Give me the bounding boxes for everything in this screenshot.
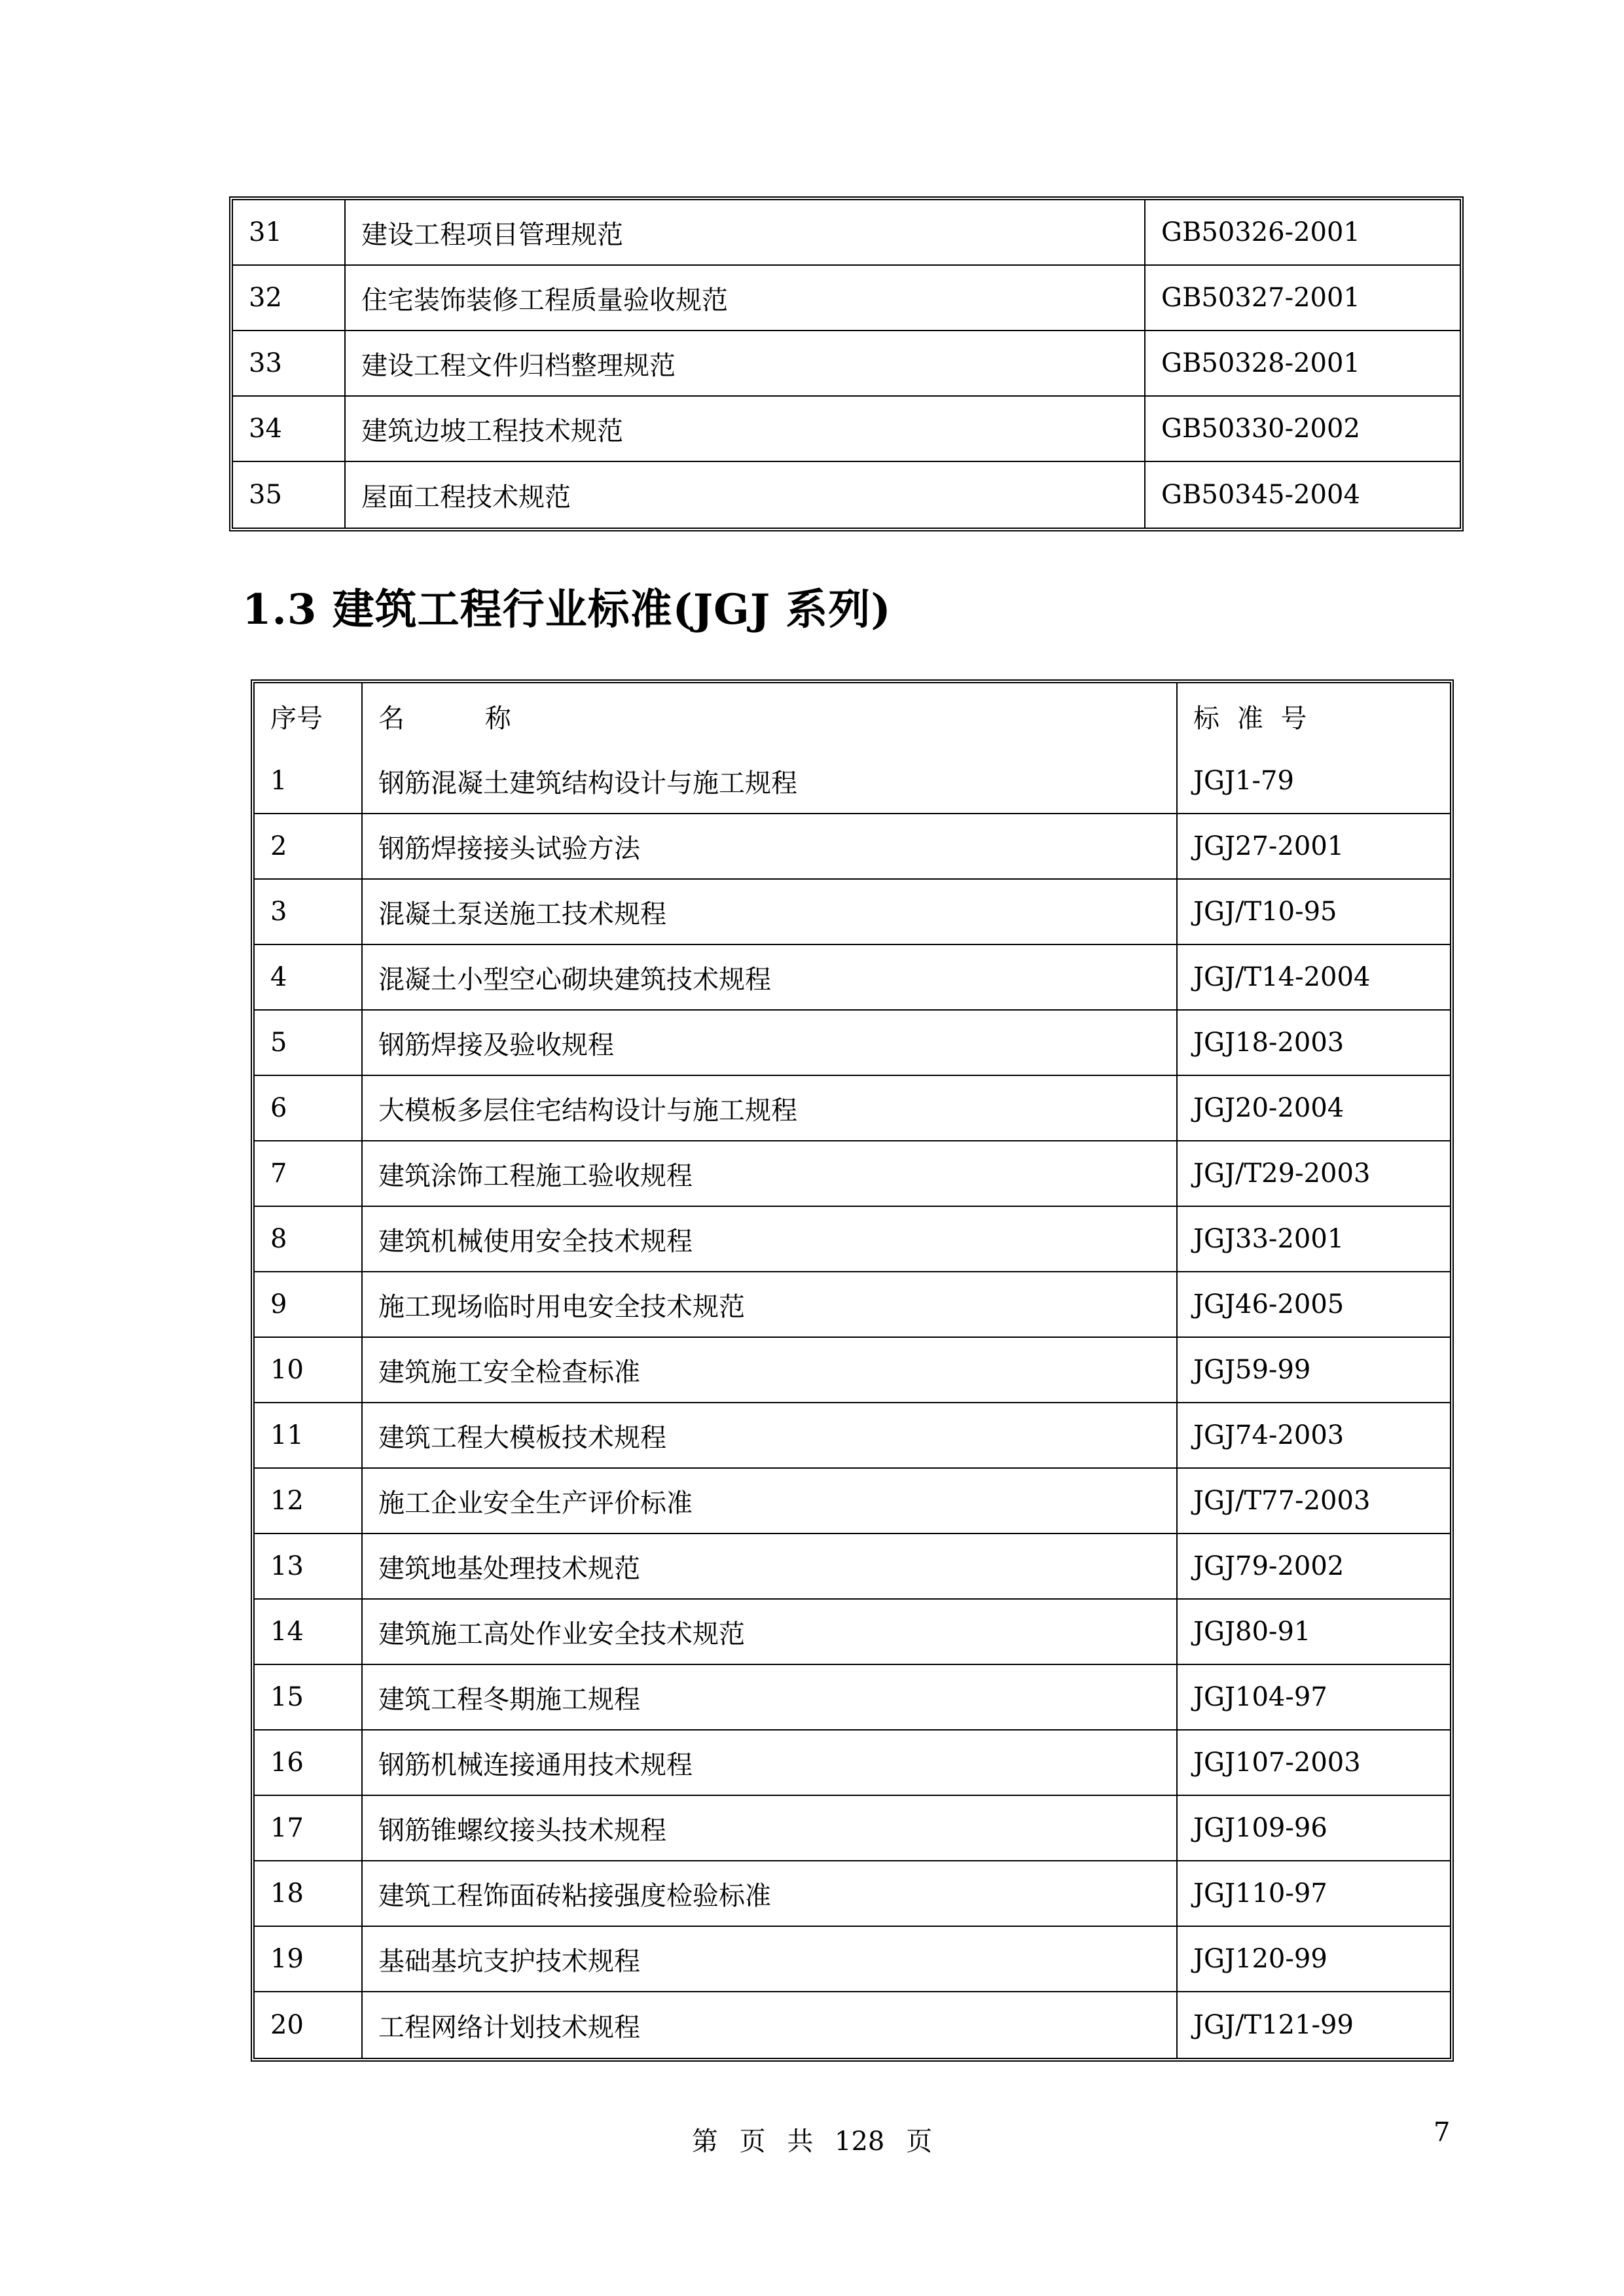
cell-no: 10 — [255, 1338, 363, 1403]
table-row — [233, 462, 1460, 528]
header-no: 序号 — [255, 683, 363, 749]
cell-name: 混凝土小型空心砌块建筑技术规程 — [363, 945, 1178, 1011]
cell-name: 住宅装饰装修工程质量验收规范 — [346, 266, 1146, 331]
table-row — [255, 1011, 1450, 1076]
cell-name: 建筑施工高处作业安全技术规范 — [363, 1600, 1178, 1665]
cell-name: 大模板多层住宅结构设计与施工规程 — [363, 1076, 1178, 1141]
cell-code: JGJ120-99 — [1178, 1927, 1450, 1992]
cell-code: GB50327-2001 — [1146, 266, 1460, 331]
table-row — [255, 1469, 1450, 1534]
table-row — [255, 1796, 1450, 1861]
cell-name: 建筑涂饰工程施工验收规程 — [363, 1141, 1178, 1207]
table-row — [255, 1338, 1450, 1403]
cell-code: JGJ46-2005 — [1178, 1272, 1450, 1338]
table-row — [255, 1927, 1450, 1992]
cell-code: JGJ59-99 — [1178, 1338, 1450, 1403]
cell-no: 4 — [255, 945, 363, 1011]
cell-no: 33 — [233, 331, 346, 397]
cell-name: 建设工程文件归档整理规范 — [346, 331, 1146, 397]
table-row — [255, 1992, 1450, 2058]
cell-no: 1 — [255, 749, 363, 814]
cell-code: JGJ33-2001 — [1178, 1207, 1450, 1272]
table-row — [255, 1272, 1450, 1338]
section-heading: 1.3 建筑工程行业标准(JGJ 系列) — [242, 585, 892, 634]
cell-code: JGJ/T29-2003 — [1178, 1141, 1450, 1207]
cell-code: JGJ79-2002 — [1178, 1534, 1450, 1600]
cell-code: JGJ74-2003 — [1178, 1403, 1450, 1469]
table-row — [255, 1665, 1450, 1731]
table-row — [255, 1861, 1450, 1927]
table-row — [255, 945, 1450, 1011]
standards-table-gb — [229, 196, 1464, 531]
cell-no: 12 — [255, 1469, 363, 1534]
cell-code: JGJ/T77-2003 — [1178, 1469, 1450, 1534]
table-row — [233, 331, 1460, 397]
cell-name: 钢筋锥螺纹接头技术规程 — [363, 1796, 1178, 1861]
cell-code: JGJ104-97 — [1178, 1665, 1450, 1731]
cell-name: 基础基坑支护技术规程 — [363, 1927, 1178, 1992]
table-row — [255, 880, 1450, 945]
cell-code: JGJ/T121-99 — [1193, 2010, 1354, 2040]
cell-no: 9 — [255, 1272, 363, 1338]
cell-name: 钢筋焊接及验收规程 — [363, 1011, 1178, 1076]
cell-code: JGJ80-91 — [1178, 1600, 1450, 1665]
cell-name: 钢筋焊接接头试验方法 — [363, 814, 1178, 880]
table-row — [233, 200, 1460, 266]
table-row — [255, 814, 1450, 880]
cell-name: 建筑工程大模板技术规程 — [363, 1403, 1178, 1469]
cell-name: 屋面工程技术规范 — [346, 462, 1146, 528]
cell-code: JGJ20-2004 — [1178, 1076, 1450, 1141]
cell-name: 混凝土泵送施工技术规程 — [363, 880, 1178, 945]
cell-name: 建筑地基处理技术规范 — [363, 1534, 1178, 1600]
standards-table-jgj-body — [255, 749, 1450, 2058]
cell-no: 8 — [255, 1207, 363, 1272]
cell-no: 13 — [255, 1534, 363, 1600]
cell-no: 14 — [255, 1600, 363, 1665]
cell-no: 6 — [255, 1076, 363, 1141]
cell-code: JGJ1-79 — [1178, 749, 1450, 814]
cell-code: JGJ/T10-95 — [1178, 880, 1450, 945]
table-row — [255, 1600, 1450, 1665]
cell-name: 建筑工程冬期施工规程 — [363, 1665, 1178, 1731]
cell-code: JGJ18-2003 — [1178, 1011, 1450, 1076]
table-header-row — [255, 683, 1450, 749]
cell-no: 5 — [255, 1011, 363, 1076]
cell-no: 17 — [255, 1796, 363, 1861]
cell-name: 工程网络计划技术规程 — [363, 1992, 1178, 2058]
cell-no: 34 — [233, 397, 346, 462]
table-row — [255, 1403, 1450, 1469]
cell-code: GB50345-2004 — [1161, 480, 1360, 510]
cell-no: 16 — [255, 1731, 363, 1796]
table-row — [255, 749, 1450, 814]
header-code: 标 准 号 — [1193, 703, 1307, 734]
cell-code: GB50326-2001 — [1146, 200, 1460, 266]
footer-text: 第 页 共 128 页 — [691, 2126, 933, 2157]
cell-name: 建筑施工安全检查标准 — [363, 1338, 1178, 1403]
cell-name: 建筑机械使用安全技术规程 — [363, 1207, 1178, 1272]
cell-name: 钢筋机械连接通用技术规程 — [363, 1731, 1178, 1796]
cell-name: 建设工程项目管理规范 — [346, 200, 1146, 266]
header-name: 名 称 — [363, 683, 1178, 749]
cell-no: 35 — [233, 462, 346, 528]
cell-no: 2 — [255, 814, 363, 880]
cell-no: 18 — [255, 1861, 363, 1927]
cell-name: 钢筋混凝土建筑结构设计与施工规程 — [363, 749, 1178, 814]
table-row — [255, 1141, 1450, 1207]
cell-code: JGJ109-96 — [1178, 1796, 1450, 1861]
cell-code: JGJ27-2001 — [1178, 814, 1450, 880]
cell-code: JGJ110-97 — [1178, 1861, 1450, 1927]
cell-no: 11 — [255, 1403, 363, 1469]
table-row — [255, 1076, 1450, 1141]
cell-code: GB50330-2002 — [1146, 397, 1460, 462]
cell-no: 20 — [255, 1992, 363, 2058]
cell-no: 15 — [255, 1665, 363, 1731]
cell-no: 7 — [255, 1141, 363, 1207]
cell-code: JGJ107-2003 — [1178, 1731, 1450, 1796]
cell-code: JGJ/T14-2004 — [1178, 945, 1450, 1011]
page-number: 7 — [1434, 2117, 1451, 2147]
table-row — [255, 1207, 1450, 1272]
cell-no: 19 — [255, 1927, 363, 1992]
table-row — [255, 1731, 1450, 1796]
standards-table-jgj — [251, 679, 1454, 2062]
cell-no: 31 — [233, 200, 346, 266]
cell-name: 施工现场临时用电安全技术规范 — [363, 1272, 1178, 1338]
table-row — [233, 397, 1460, 462]
page-footer — [0, 2121, 1624, 2158]
cell-name: 建筑工程饰面砖粘接强度检验标准 — [363, 1861, 1178, 1927]
standards-table-gb-body — [233, 200, 1460, 528]
cell-no: 3 — [255, 880, 363, 945]
cell-name: 施工企业安全生产评价标准 — [363, 1469, 1178, 1534]
cell-name: 建筑边坡工程技术规范 — [346, 397, 1146, 462]
cell-no: 32 — [233, 266, 346, 331]
table-row — [255, 1534, 1450, 1600]
cell-code: GB50328-2001 — [1146, 331, 1460, 397]
table-row — [233, 266, 1460, 331]
